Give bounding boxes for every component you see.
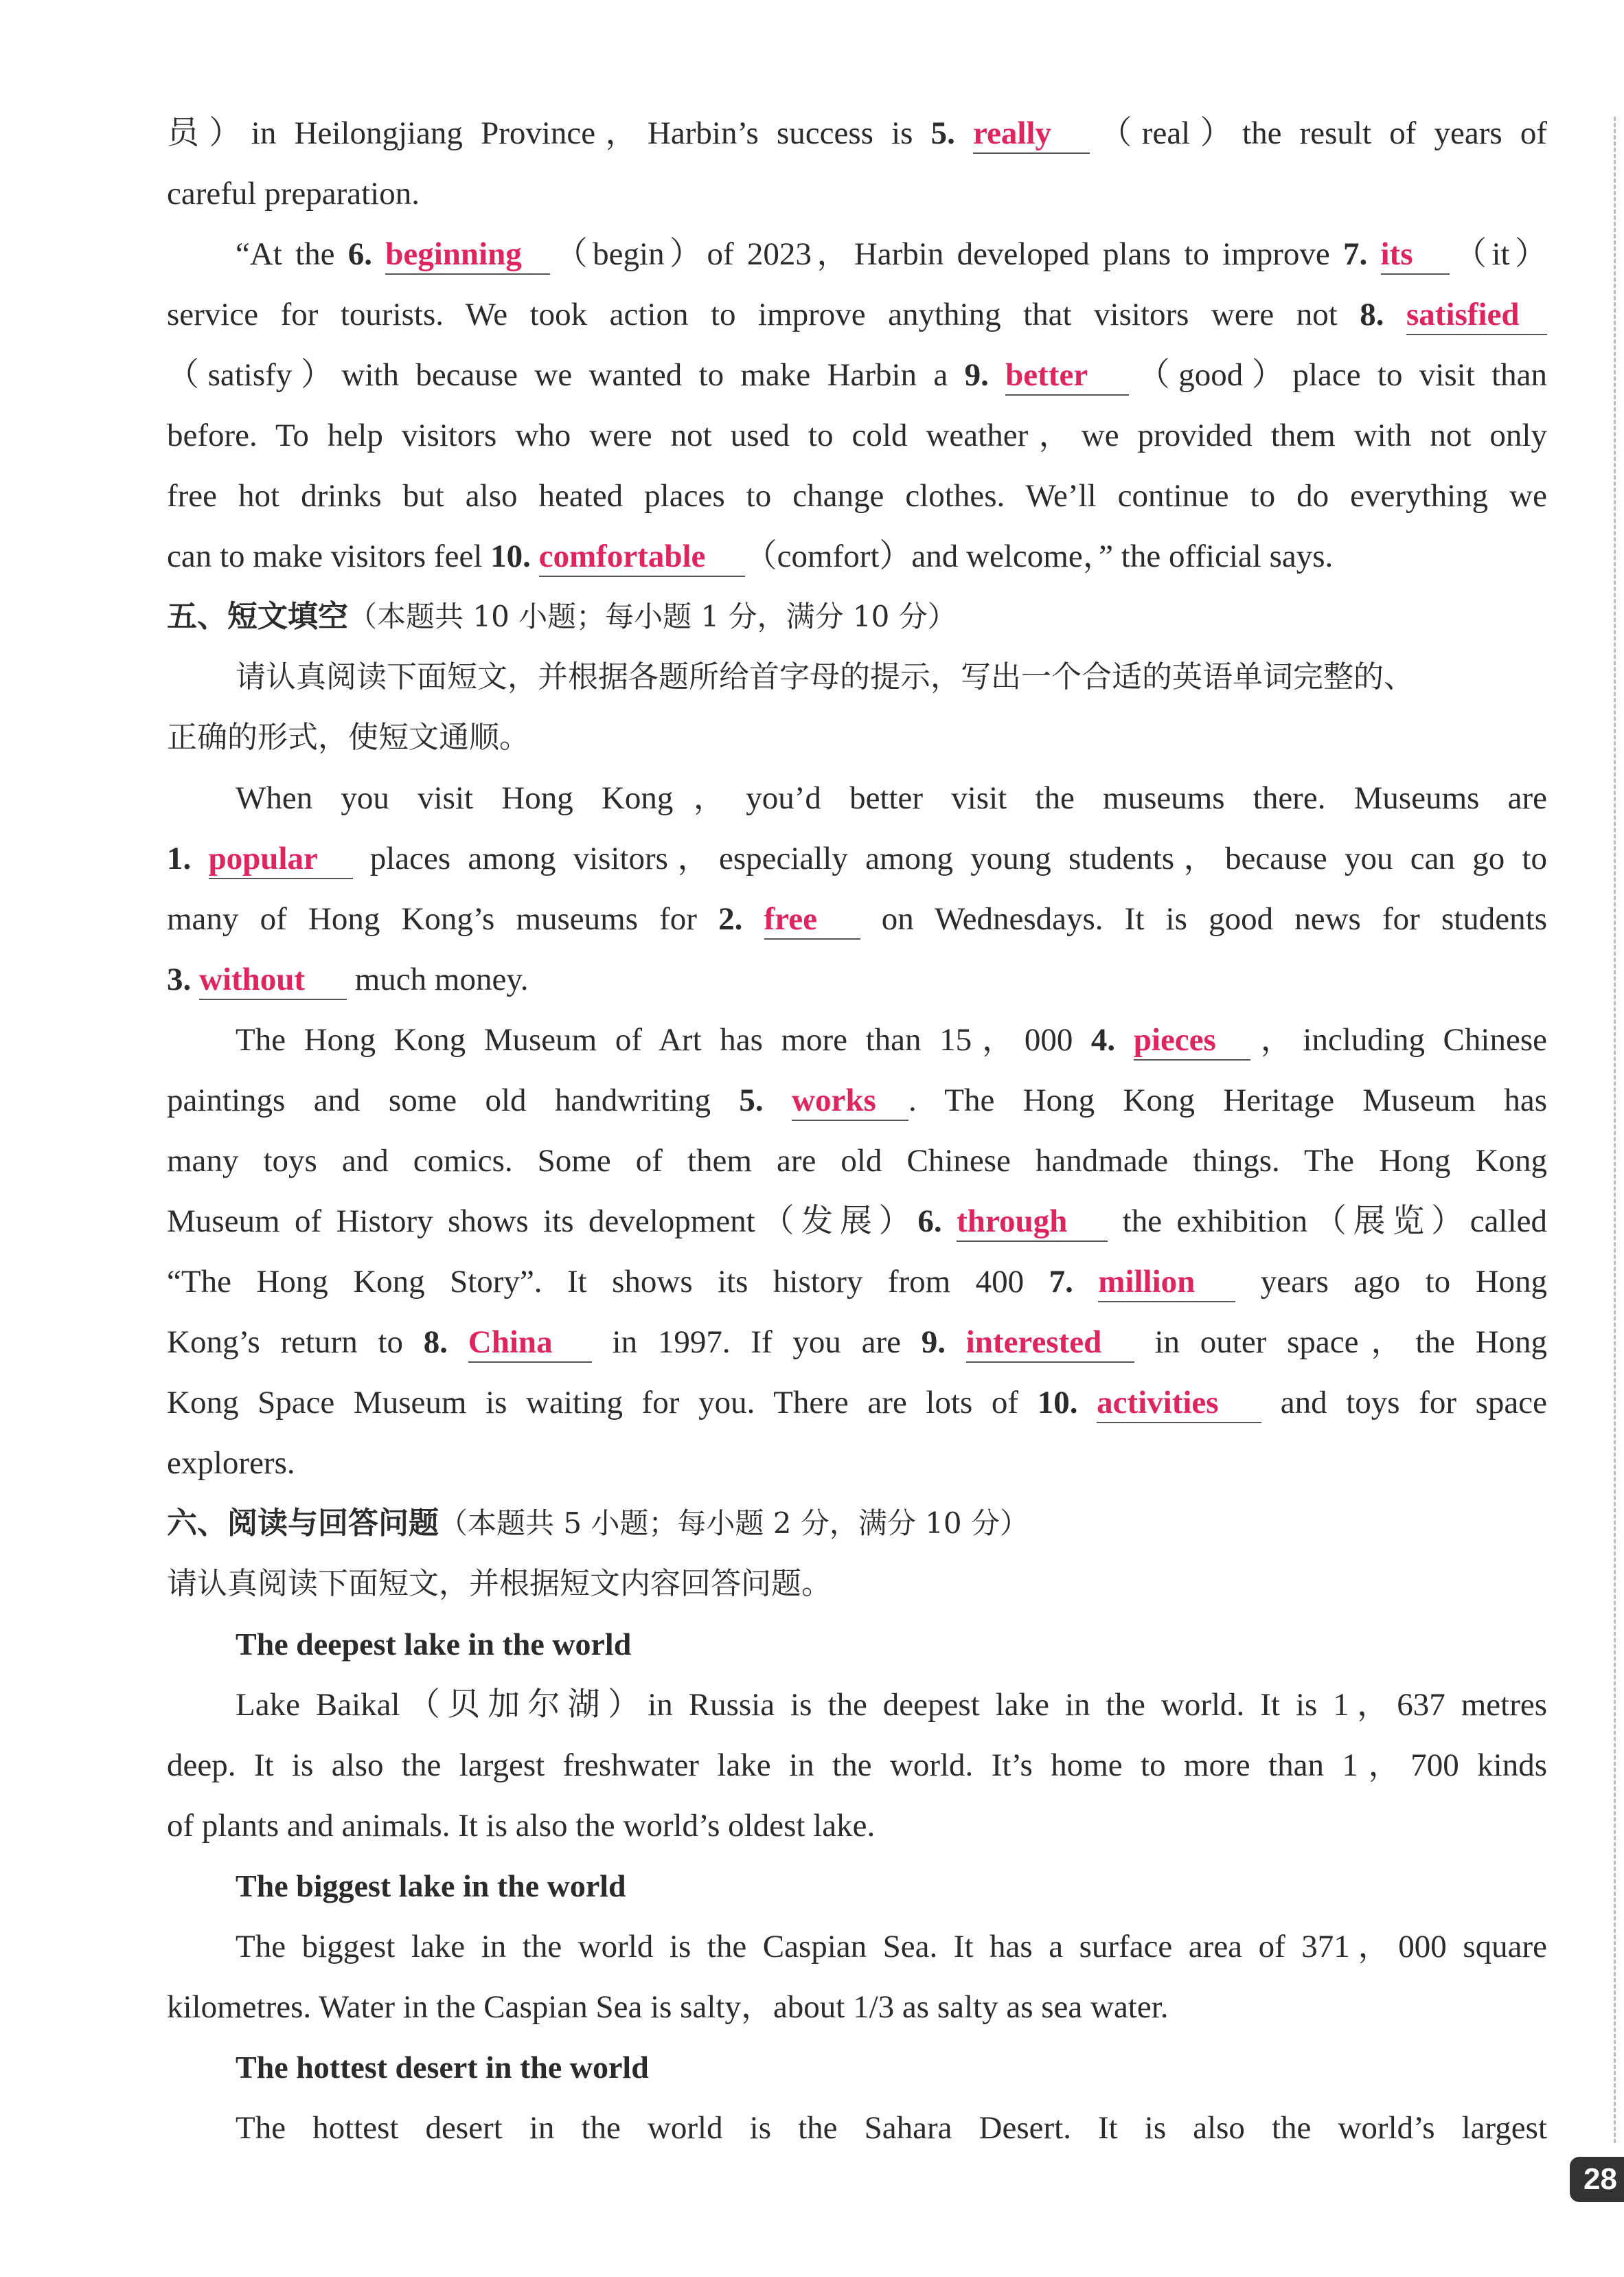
page-edge-guide (1614, 117, 1616, 2143)
text-line: deep. It is also the largest freshwater lake in the world. It’s home to more than 1，700 kinds (167, 1747, 1547, 1783)
document-page (167, 103, 1547, 2158)
answer-blank[interactable]: really (973, 114, 1090, 154)
text-line: The hottest desert in the world is the Sahara Desert. It is also the world’s largest (236, 2110, 1547, 2146)
text-line: The biggest lake in the world is the Caspian Sea. It has a surface area of 371，000 square (236, 1929, 1547, 1964)
text-line: many of Hong Kong’s museums for 2. free on Wednesdays. It is good news for students (167, 889, 1547, 949)
text-line: paintings and some old handwriting 5. works . The Hong Kong Heritage Museum has (167, 1070, 1547, 1131)
text-line: 员）in Heilongjiang Province，Harbin’s success is 5. really （real）the result of years of (167, 103, 1547, 163)
section-5-heading: 五、短文填空（本题共 10 小题；每小题 1 分，满分 10 分） (167, 599, 957, 634)
answer-blank[interactable]: activities (1097, 1383, 1261, 1423)
answer-blank[interactable]: China (468, 1323, 592, 1363)
text-line: many toys and comics. Some of them are old Chinese handmade things. The Hong Kong (167, 1143, 1547, 1179)
section-5-instruction: 正确的形式，使短文通顺。 (167, 720, 529, 755)
answer-blank[interactable]: comfortable (539, 537, 745, 577)
subsection-title: The biggest lake in the world (236, 1868, 626, 1903)
text-line: Kong Space Museum is waiting for you. There are lots of 10. activities and toys for space (167, 1372, 1547, 1433)
text-line: of plants and animals. It is also the world’s oldest lake. (167, 1808, 876, 1844)
answer-blank[interactable]: interested (966, 1323, 1134, 1363)
section-5-instruction: 请认真阅读下面短文，并根据各题所给首字母的提示，写出一个合适的英语单词完整的、 (236, 659, 1414, 694)
text-line: Lake Baikal（贝加尔湖）in Russia is the deepest lake in the world. It is 1，637 metres (236, 1687, 1547, 1723)
text-line: （satisfy）with because we wanted to make Harbin a 9. better （good）place to visit than (167, 345, 1547, 405)
answer-blank[interactable]: free (764, 900, 860, 940)
answer-blank[interactable]: million (1098, 1262, 1235, 1302)
text-line: before. To help visitors who were not used to cold weather，we provided them with not only (167, 418, 1547, 453)
text-line: explorers. (167, 1445, 295, 1481)
answer-blank[interactable]: better (1005, 356, 1129, 396)
answer-blank[interactable]: without (199, 960, 347, 1000)
text-line: “At the 6. beginning （begin）of 2023，Harbin developed plans to improve 7. its （it） (167, 224, 1547, 284)
text-line: The Hong Kong Museum of Art has more than 15，000 4. pieces ，including Chinese (167, 1010, 1547, 1070)
text-line: When you visit Hong Kong，you’d better visit the museums there. Museums are (236, 780, 1547, 816)
answer-blank[interactable]: satisfied (1406, 295, 1547, 335)
answer-blank[interactable]: popular (209, 839, 353, 879)
text-line: “The Hong Kong Story”. It shows its history from 400 7. million years ago to Hong (167, 1251, 1547, 1312)
subsection-title: The hottest desert in the world (236, 2050, 649, 2085)
text-line: 3. without much money. (167, 949, 1547, 1010)
section-6-instruction: 请认真阅读下面短文，并根据短文内容回答问题。 (167, 1566, 832, 1601)
text-line: 1. popular places among visitors，especially among young students，because you can go to (167, 828, 1547, 889)
text-line: Museum of History shows its development（发展）6. through the exhibition（展览）called (167, 1191, 1547, 1251)
text-line: Kong’s return to 8. China in 1997. If you are 9. interested in outer space，the Hong (167, 1312, 1547, 1372)
text-line: kilometres. Water in the Caspian Sea is salty，about 1/3 as salty as sea water. (167, 1989, 1169, 2025)
answer-blank[interactable]: pieces (1134, 1021, 1250, 1061)
section-6-heading: 六、阅读与回答问题（本题共 5 小题；每小题 2 分，满分 10 分） (167, 1506, 1029, 1541)
text-line: service for tourists. We took action to improve anything that visitors were not 8. satisfied (167, 284, 1547, 345)
answer-blank[interactable]: works (792, 1081, 908, 1121)
text-line: can to make visitors feel 10. comfortable （comfort）and welcome，” the official says. (167, 526, 1547, 587)
text-line: careful preparation. (167, 176, 420, 212)
subsection-title: The deepest lake in the world (236, 1627, 632, 1662)
answer-blank[interactable]: through (957, 1202, 1108, 1242)
text-line: free hot drinks but also heated places to change clothes. We’ll continue to do everything we (167, 478, 1547, 514)
page-number: 28 (1570, 2157, 1624, 2202)
answer-blank[interactable]: beginning (385, 235, 550, 275)
answer-blank[interactable]: its (1381, 235, 1450, 275)
